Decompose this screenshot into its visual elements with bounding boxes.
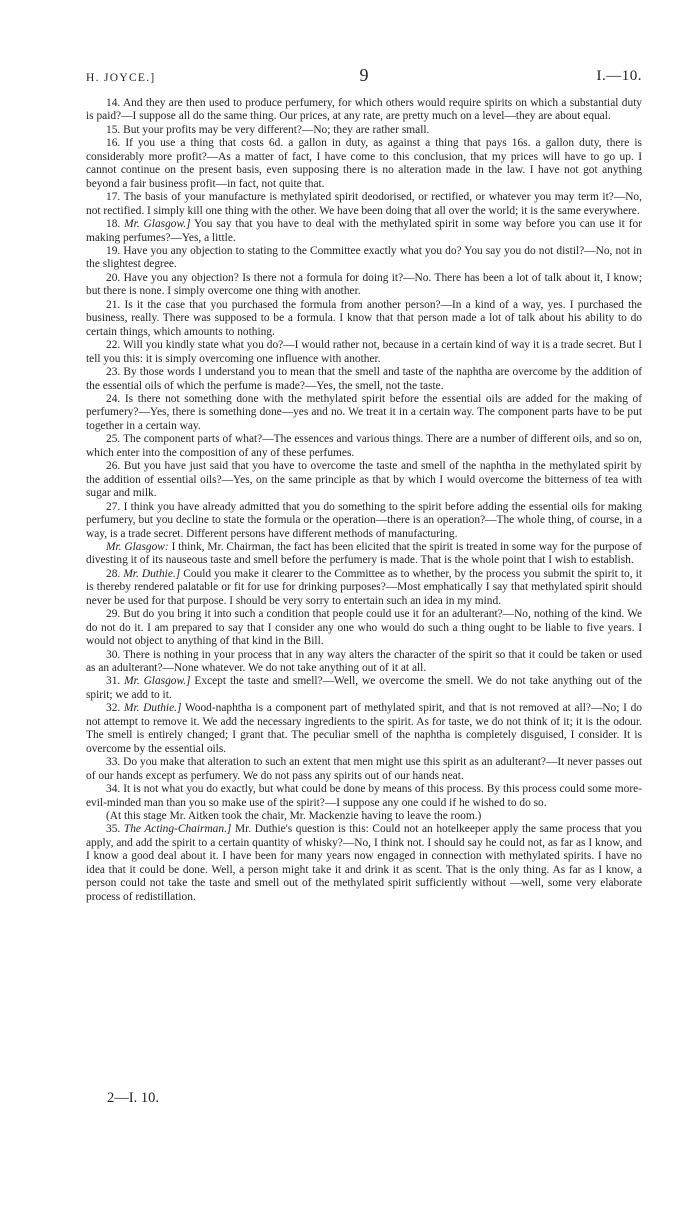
paragraph-text: The basis of your manufacture is methylated spirit deodorised, or rectified, or whatever you may term it?—No, not rectified. I simply kill one thing with the other. We have been doing that all over the world; it is the same everywhere. [86, 191, 642, 217]
question-answer-paragraph [86, 541, 642, 568]
speaker-name: Mr. Duthie.] [123, 567, 181, 580]
question-number: 21. [106, 298, 121, 311]
question-answer-paragraph [86, 191, 642, 218]
header-witness-name: H. JOYCE.] [86, 72, 156, 84]
paragraph-text: Is it the case that you purchased the formula from another person?—In a kind of a way, yes. I purchased the business, really. There was supposed to be a formula. I know that that person made a lot of talk about his ability to do certain things, which amounts to nothing. [86, 298, 642, 338]
question-answer-paragraph [86, 299, 642, 339]
speaker-name: Mr. Duthie.] [123, 702, 182, 715]
page-header [86, 65, 642, 90]
question-answer-paragraph [86, 823, 642, 904]
question-answer-paragraph [86, 783, 642, 810]
paragraph-text: Wood-naphtha is a component part of methylated spirit, and that is not removed at all?—No; I do not attempt to remove it. We add the necessary ingredients to the spirit. As for taste, we do not think of it; it is the odour. The smell is entirely changed; I grant that. The peculiar smell of the naphtha is completely disguised, I consider. It is overcome by the essential oils. [86, 702, 642, 755]
question-answer-paragraph [86, 272, 642, 299]
question-number: 29. [106, 608, 121, 621]
question-number: 24. [106, 392, 121, 405]
question-answer-paragraph [86, 649, 642, 676]
paragraph-text: There is nothing in your process that in any way alters the character of the spirit so that it could be taken or used as an adulterant?—None whatever. We do not take anything out of it at all. [86, 648, 642, 675]
question-answer-paragraph [86, 218, 642, 245]
question-number: 25. [106, 433, 121, 446]
question-answer-paragraph [86, 97, 642, 124]
paragraph-text: Mr. Duthie's question is this: Could not an hotelkeeper apply the same process that you apply, and add the spirit to a certain quantity of whisky?—No, I think not. I should say he could not, as far as I know, and I know a good deal about it. I have been for many years now engaged in connection with methylated spirits. I have no idea that it could be done. Well, a person might take it and drink it as scent. That is the only thing. As far as I know, a person could not take the taste and smell out of the methylated spirit sufficiently without —well, some very elaborate process of redistillation. [86, 823, 642, 903]
question-number: 17. [106, 191, 121, 204]
speaker-name: Mr. Glasgow.] [124, 675, 191, 688]
paragraph-text: By those words I understand you to mean that the smell and taste of the naphtha are overcome by the addition of the essential oils of which the perfume is made?—Yes, the smell, not the taste. [86, 366, 642, 392]
paragraph-text: Except the taste and smell?—Well, we overcome the smell. We do not take anything out of the spirit; we add to it. [86, 675, 642, 701]
speaker-name: The Acting-Chairman.] [123, 823, 232, 836]
paragraph-text: Do you make that alteration to such an extent that men might use this spirit as an adulterant?—It never passes out of our hands except as perfumery. We do not pass any spirits out of our hands neat. [86, 756, 642, 782]
question-number: 28. [106, 567, 121, 580]
speaker-name: Mr. Glasgow: [106, 540, 169, 553]
question-number: 23. [106, 366, 121, 379]
question-number: 34. [106, 783, 121, 796]
question-number: 30. [106, 648, 121, 661]
question-answer-paragraph [86, 124, 642, 137]
question-answer-paragraph [86, 675, 642, 702]
paragraph-text: The component parts of what?—The essences and various things. There are a number of different oils, and so on, which enter into the composition of any of these perfumes. [86, 433, 642, 459]
question-answer-paragraph [86, 245, 642, 272]
page-number: 9 [359, 65, 369, 85]
paragraph-text: But your profits may be very different?—No; they are rather small. [123, 123, 430, 136]
question-answer-paragraph [86, 568, 642, 608]
paragraph-text: Could you make it clearer to the Committee as to whether, by the process you submit the spirit to, it is thereby rendered palatable or fit for use for drinking purposes?—Most emphatically I say that methylated spirit should never be used for that purpose. I should be very sorry to entertain such an idea in my mind. [86, 567, 642, 607]
paragraph-text: (At this stage Mr. Aitken took the chair, Mr. Mackenzie having to leave the room.) [106, 810, 482, 823]
question-answer-paragraph [86, 460, 642, 500]
question-answer-paragraph [86, 137, 642, 191]
question-answer-paragraph [86, 756, 642, 783]
question-answer-paragraph [86, 608, 642, 648]
speaker-name: Mr. Glasgow.] [124, 218, 191, 231]
header-document-code: I.—10. [596, 68, 642, 84]
question-answer-paragraph [86, 366, 642, 393]
question-number: 22. [106, 339, 121, 352]
question-number: 14. [106, 97, 121, 109]
question-number: 18. [106, 218, 121, 231]
procedural-note [86, 810, 642, 823]
question-answer-paragraph [86, 433, 642, 460]
question-number: 33. [106, 756, 121, 769]
question-number: 15. [106, 123, 121, 136]
question-answer-paragraph [86, 501, 642, 541]
paragraph-text: Have you any objection? Is there not a formula for doing it?—No. There has been a lot of talk about it, I know; but there is none. I simply overcome one thing with another. [86, 271, 642, 298]
question-number: 16. [106, 137, 121, 150]
paragraph-text: But do you bring it into such a condition that people could use it for an adulterant?—No, nothing of the kind. We do not do it. I am prepared to say that I consider any one who would do such a thing ought to be liable to five years. I would not object to anything of that kind in the Bill. [86, 608, 642, 648]
question-number: 32. [106, 702, 121, 715]
question-answer-paragraph [86, 339, 642, 366]
paragraph-text: You say that you have to deal with the methylated spirit in some way before you can use it for making perfumes?—Yes, a little. [86, 218, 642, 244]
paragraph-text: If you use a thing that costs 6d. a gallon in duty, as against a thing that pays 16s. a gallon duty, there is considerably more profit?—As a matter of fact, I have come to this conclusion, that my prices will have to go up. I cannot continue on the present basis, even supposing there is no alteration made in the law. I have not got anything beyond a fair business profit—in fact, not quite that. [86, 137, 642, 190]
question-answer-paragraph [86, 393, 642, 433]
paragraph-text: Have you any objection to stating to the Committee exactly what you do? You say you do not distil?—No, not in the slightest degree. [86, 244, 642, 271]
paragraph-text: And they are then used to produce perfumery, for which others would require spirits on which a substantial duty is paid?—I suppose all do the same thing. Our prices, at any rate, are pretty much on a level—they are about equal. [86, 97, 643, 123]
paragraph-text: Will you kindly state what you do?—I would rather not, because in a certain kind of way it is a trade secret. But I tell you this: it is simply overcoming one influence with another. [86, 339, 642, 365]
paragraph-text: I think you have already admitted that you do something to the spirit before adding the essential oils for making perfumery, but you decline to state the formula or the operation—there is an operation?—The whole thing, of course, in a way, is a trade secret. Different persons have different methods of manufacturing. [86, 500, 642, 540]
paragraph-text: I think, Mr. Chairman, the fact has been elicited that the spirit is treated in some way for the purpose of divesting it of its nauseous taste and smell before the perfumery is made. That is the whole point that I wish to establish. [86, 540, 642, 567]
question-number: 20. [106, 271, 121, 284]
paragraph-text: But you have just said that you have to overcome the taste and smell of the naphtha in the methylated spirit by the addition of essential oils?—Yes, on the same principle as that by which I would overcome the bitterness of tea with sugar and milk. [86, 460, 642, 500]
question-number: 26. [106, 460, 121, 473]
paragraph-text: It is not what you do exactly, but what could be done by means of this process. By this process could some more-evil-minded man than you so make use of the spirit?—I suppose any one could if he wished to do so. [86, 783, 642, 809]
paragraph-text: Is there not something done with the methylated spirit before the essential oils are added for the making of perfumery?—Yes, there is something done—yes and no. We treat it in a certain way. The component parts have to be put together in a certain way. [86, 392, 642, 432]
document-body [86, 97, 642, 904]
question-number: 35. [106, 823, 121, 836]
question-number: 27. [106, 500, 121, 513]
question-answer-paragraph [86, 702, 642, 756]
question-number: 31. [106, 675, 121, 688]
page-footer-signature: 2—I. 10. [107, 1090, 159, 1106]
question-number: 19. [106, 244, 121, 257]
